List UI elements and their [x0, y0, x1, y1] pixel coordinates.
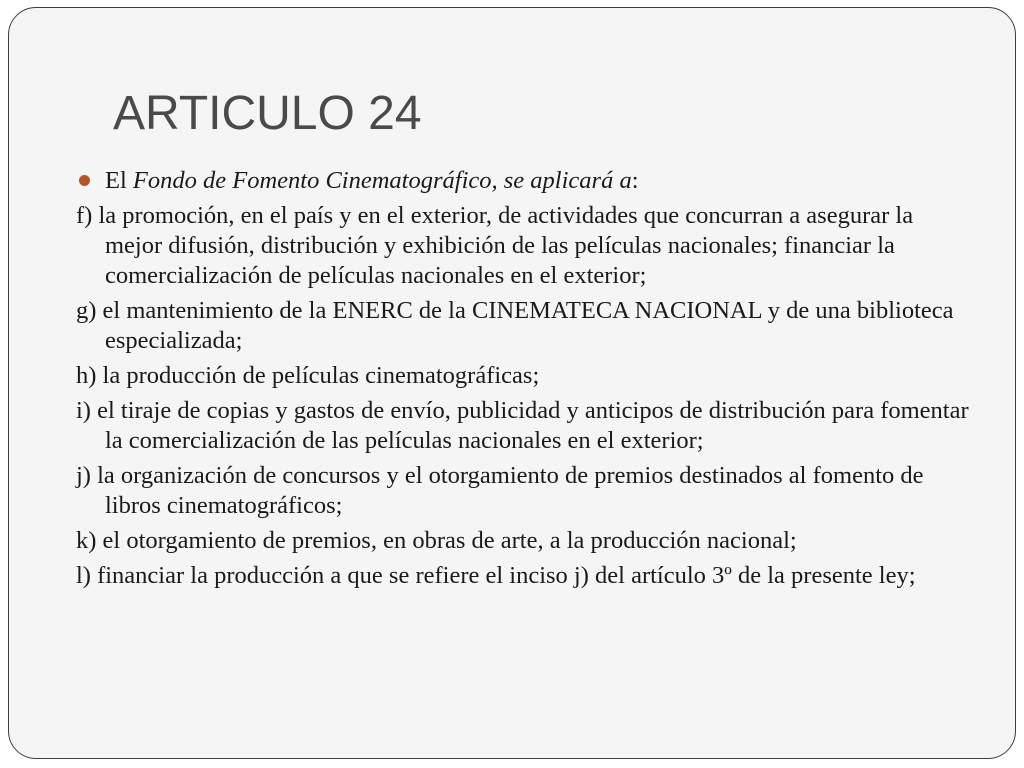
bullet-trail-text: :: [631, 167, 639, 194]
fund-name: Fondo de Fomento Cinematográfico: [132, 167, 492, 194]
bullet-lead-text: El: [105, 167, 133, 194]
paragraph-k: k) el otorgamiento de premios, en obras de arte, a la producción nacional;: [76, 527, 797, 554]
paragraph-g: g) el mantenimiento de la ENERC de la CINEMATECA NACIONAL y de una biblioteca especializada;: [76, 297, 954, 354]
paragraph-h: h) la producción de películas cinematográficas;: [76, 362, 540, 389]
bullet-italic-text: , se aplicará a: [491, 167, 632, 194]
paragraph-f: f) la promoción, en el país y en el exterior, de actividades que concurran a asegurar la mejor difusión, distribución y exhibición de las películas nacionales; financiar la comercialización de películas nacionales en el exterior;: [76, 202, 914, 289]
paragraph-l: l) financiar la producción a que se refiere el inciso j) del artículo 3º de la presente ley;: [76, 562, 916, 589]
bullet-dot-icon: [79, 175, 90, 186]
paragraph-j: j) la organización de concursos y el otorgamiento de premios destinados al fomento de libros cinematográficos;: [76, 462, 924, 519]
slide-content: [76, 166, 976, 596]
paragraph-i: i) el tiraje de copias y gastos de envío, publicidad y anticipos de distribución para fomentar la comercialización de las películas nacionales en el exterior;: [76, 397, 969, 454]
slide-title: ARTICULO 24: [113, 87, 422, 140]
bullet-item: [76, 166, 976, 196]
